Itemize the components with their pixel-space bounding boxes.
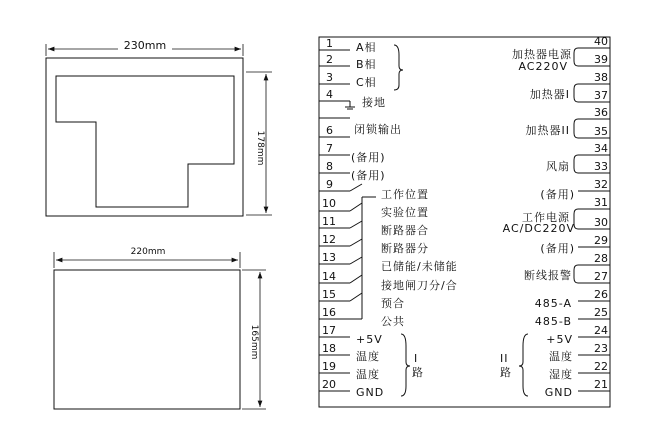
left-terminal-label: A相 xyxy=(356,41,377,54)
right-terminal-number: 35 xyxy=(594,125,608,138)
right-terminal-number: 21 xyxy=(594,378,608,391)
right-terminal-label: (备用) xyxy=(540,242,575,255)
left-terminal-number: 17 xyxy=(322,324,336,337)
left-terminal-label: 温度 xyxy=(356,368,380,381)
top-panel xyxy=(46,38,272,216)
left-terminal-number: 2 xyxy=(326,53,333,66)
bottom-panel-outline xyxy=(54,270,240,409)
right-group-label: 路 xyxy=(500,366,512,379)
bottom-height-label: 165mm xyxy=(249,324,259,360)
left-terminal-number: 6 xyxy=(326,124,333,137)
left-terminal-number: 7 xyxy=(326,142,333,155)
left-terminal-number: 8 xyxy=(326,160,333,173)
right-terminal-number: 23 xyxy=(594,342,608,355)
right-terminal-number: 37 xyxy=(594,89,608,102)
left-terminal-label: 闭锁输出 xyxy=(354,123,402,136)
left-group-label: I xyxy=(414,352,419,365)
top-panel-cutout xyxy=(56,76,234,207)
right-terminal-label: 断线报警 xyxy=(524,269,572,282)
left-terminal-label: +5V xyxy=(356,333,383,346)
right-terminal-label: 加热器II xyxy=(525,124,570,137)
left-terminal-label: 温度 xyxy=(356,350,380,363)
left-terminal-label: 断路器分 xyxy=(381,242,429,255)
right-terminal-label: AC220V xyxy=(518,60,568,73)
left-terminal-number: 9 xyxy=(326,178,333,191)
top-panel-outline xyxy=(46,58,243,216)
left-terminal-number: 13 xyxy=(322,251,336,264)
right-terminal-number: 32 xyxy=(594,178,608,191)
left-terminal-number: 3 xyxy=(326,71,333,84)
right-terminal-number: 31 xyxy=(594,196,608,209)
right-terminal-label: 风扇 xyxy=(546,160,570,173)
right-terminal-number: 33 xyxy=(594,160,608,173)
right-terminal-number: 22 xyxy=(594,360,608,373)
right-terminal-label: +5V xyxy=(546,333,573,346)
left-terminal-block xyxy=(319,37,458,399)
left-terminal-label: 断路器合 xyxy=(381,224,429,237)
right-terminal-number: 30 xyxy=(594,216,608,229)
right-terminal-label: GND xyxy=(544,386,573,399)
right-terminal-number: 34 xyxy=(594,142,608,155)
left-terminal-number: 11 xyxy=(322,215,336,228)
right-terminal-label: 485-A xyxy=(534,297,572,310)
left-terminal-label: GND xyxy=(356,386,385,399)
left-terminal-number: 10 xyxy=(322,197,336,210)
right-terminal-number: 28 xyxy=(594,252,608,265)
right-terminal-label: AC/DC220V xyxy=(502,222,575,235)
left-terminal-label: (备用) xyxy=(351,151,386,164)
left-terminal-number: 4 xyxy=(326,88,333,101)
left-terminal-label: B相 xyxy=(356,58,377,71)
left-terminal-number: 18 xyxy=(322,342,336,355)
right-terminal-number: 27 xyxy=(594,270,608,283)
right-group-label: II xyxy=(500,352,509,365)
right-terminal-block xyxy=(500,35,610,399)
left-terminal-label: 接地闸刀分/合 xyxy=(381,279,458,292)
bottom-panel xyxy=(54,245,266,409)
right-terminal-label: (备用) xyxy=(540,188,575,201)
right-terminal-number: 39 xyxy=(594,53,608,66)
left-terminal-label: C相 xyxy=(356,76,377,89)
left-terminal-number: 16 xyxy=(322,306,336,319)
top-height-label: 178mm xyxy=(255,130,265,166)
right-terminal-label: 温度 xyxy=(549,350,573,363)
right-terminal-label: 485-B xyxy=(534,315,572,328)
right-terminal-number: 40 xyxy=(594,35,608,48)
left-terminal-number: 14 xyxy=(322,270,336,283)
left-group-label: 路 xyxy=(412,366,424,379)
right-terminal-label: 工作电源 xyxy=(522,211,570,224)
left-terminal-label: 工作位置 xyxy=(381,188,429,201)
left-terminal-label: 公共 xyxy=(381,315,405,328)
left-terminal-label: 预合 xyxy=(381,297,405,310)
right-terminal-number: 24 xyxy=(594,324,608,337)
left-terminal-label: 实验位置 xyxy=(381,206,429,219)
right-terminal-number: 29 xyxy=(594,234,608,247)
right-terminal-label: 加热器I xyxy=(529,88,570,101)
right-terminal-number: 36 xyxy=(594,106,608,119)
top-width-label: 230mm xyxy=(123,39,167,52)
left-terminal-number: 1 xyxy=(326,37,333,50)
right-terminal-number: 38 xyxy=(594,71,608,84)
left-terminal-label: 接地 xyxy=(362,96,386,109)
left-terminal-number: 19 xyxy=(322,360,336,373)
left-terminal-label: 已储能/未储能 xyxy=(381,260,458,273)
left-terminal-number: 15 xyxy=(322,288,336,301)
right-terminal-label: 加热器电源 xyxy=(512,48,572,61)
right-terminal-number: 25 xyxy=(594,306,608,319)
right-terminal-label: 湿度 xyxy=(549,368,573,381)
left-terminal-number: 12 xyxy=(322,233,336,246)
left-terminal-number: 20 xyxy=(322,378,336,391)
left-terminal-label: (备用) xyxy=(351,169,386,182)
bottom-width-label: 220mm xyxy=(130,247,166,257)
right-terminal-number: 26 xyxy=(594,288,608,301)
